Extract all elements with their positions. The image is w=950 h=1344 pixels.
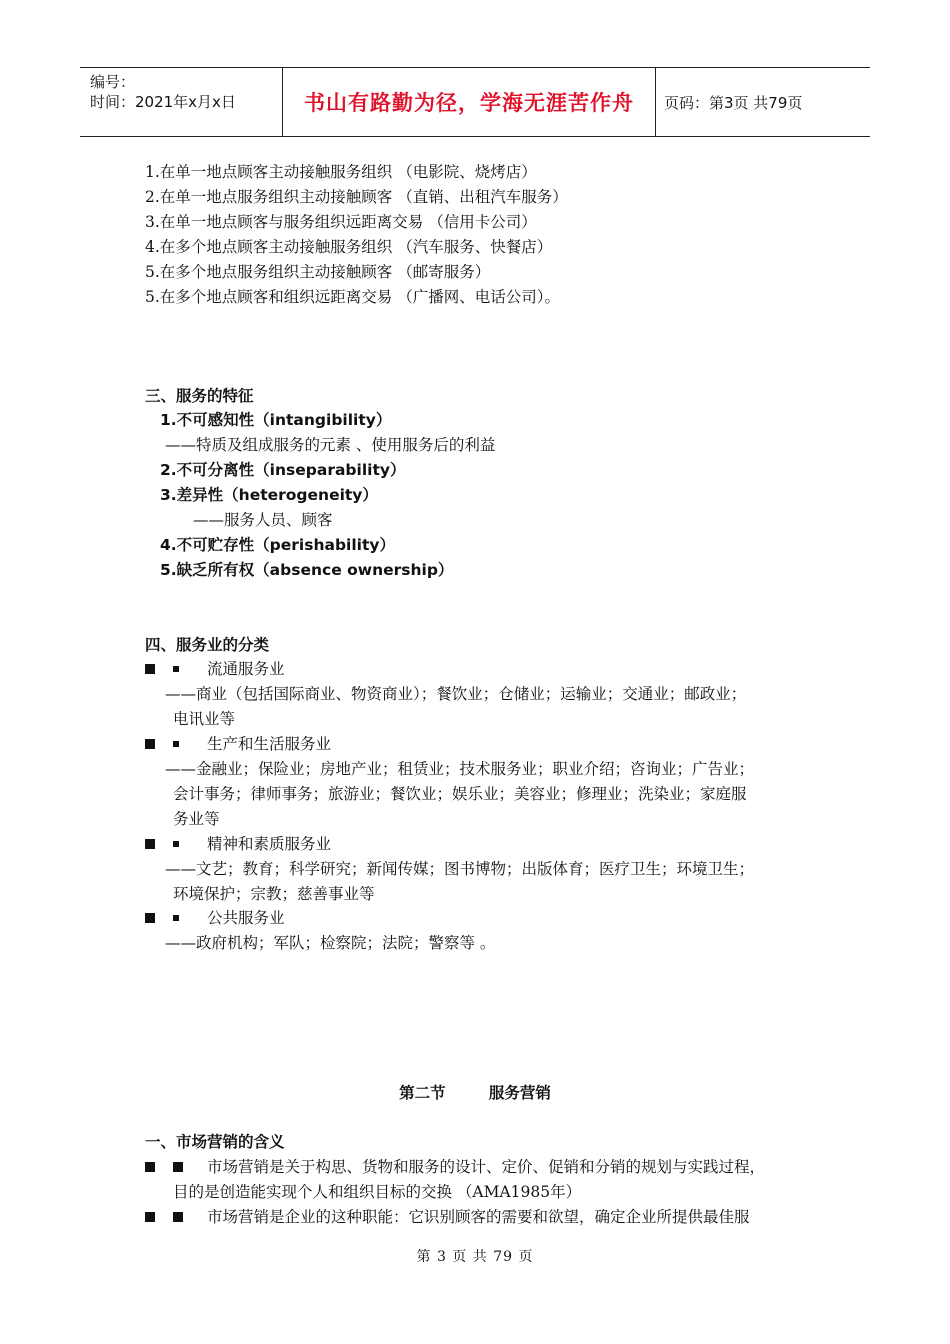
small-square-bullet-icon	[173, 741, 179, 747]
list-item: 3.差异性（heterogeneity）	[160, 486, 378, 504]
square-bullet-icon	[145, 1162, 155, 1172]
square-bullet-icon	[145, 739, 155, 749]
number-label: 编号：	[90, 73, 136, 91]
square-bullet-icon	[145, 1212, 155, 1222]
category-desc: ——商业（包括国际商业、物资商业）；餐饮业；仓储业；运输业；交通业；邮政业；	[165, 685, 747, 703]
category-desc: ——文艺；教育；科学研究；新闻传媒；图书博物；出版体育；医疗卫生；环境卫生；	[165, 860, 755, 878]
category-label: 公共服务业	[207, 909, 285, 927]
square-bullet-icon	[173, 1212, 183, 1222]
time-label: 时间：2021年x月x日	[90, 93, 236, 111]
list-item: 4.不可贮存性（perishability）	[160, 536, 396, 554]
list-item: ——服务人员、顾客	[193, 511, 333, 529]
square-bullet-icon	[145, 664, 155, 674]
section-heading: 四、服务业的分类	[145, 636, 270, 654]
square-bullet-icon	[145, 913, 155, 923]
section-title: 第二节 服务营销	[399, 1084, 551, 1102]
header-info	[90, 72, 236, 112]
small-square-bullet-icon	[173, 666, 179, 672]
header-page-label: 页码：第3页 共79页	[664, 93, 803, 112]
small-square-bullet-icon	[173, 841, 179, 847]
list-item: 2.不可分离性（inseparability）	[160, 461, 406, 479]
list-item: ——特质及组成服务的元素 、使用服务后的利益	[165, 436, 496, 454]
category-desc: 电讯业等	[173, 710, 236, 728]
list-item: 1.在单一地点顾客主动接触服务组织 （电影院、烧烤店）	[145, 163, 537, 181]
square-bullet-icon	[173, 1162, 183, 1172]
definition-text: 市场营销是企业的这种职能：它识别顾客的需要和欲望，确定企业所提供最佳服	[207, 1208, 750, 1226]
list-item: 3.在单一地点顾客与服务组织远距离交易 （信用卡公司）	[145, 213, 537, 231]
category-label: 精神和素质服务业	[207, 835, 332, 853]
small-square-bullet-icon	[173, 915, 179, 921]
list-item: 5.在多个地点顾客和组织远距离交易 （广播网、电话公司）。	[145, 288, 560, 306]
header-divider	[655, 68, 656, 136]
list-item: 1.不可感知性（intangibility）	[160, 411, 392, 429]
list-item: 4.在多个地点顾客主动接触服务组织 （汽车服务、快餐店）	[145, 238, 553, 256]
page-header	[80, 67, 870, 137]
category-desc: 环境保护；宗教；慈善事业等	[173, 885, 375, 903]
list-item: 5.缺乏所有权（absence ownership）	[160, 561, 454, 579]
category-label: 流通服务业	[207, 660, 285, 678]
section-heading: 一、市场营销的含义	[145, 1133, 285, 1151]
category-desc: ——金融业；保险业；房地产业；租赁业；技术服务业；职业介绍；咨询业；广告业；	[165, 760, 755, 778]
definition-text: 市场营销是关于构思、货物和服务的设计、定价、促销和分销的规划与实践过程，	[207, 1158, 766, 1176]
square-bullet-icon	[145, 839, 155, 849]
header-motto: 书山有路勤为径，学海无涯苦作舟	[304, 91, 634, 115]
list-item: 5.在多个地点服务组织主动接触顾客 （邮寄服务）	[145, 263, 491, 281]
list-item: 2.在单一地点服务组织主动接触顾客 （直销、出租汽车服务）	[145, 188, 568, 206]
page-footer: 第 3 页 共 79 页	[416, 1249, 534, 1265]
definition-text: 目的是创造能实现个人和组织目标的交换 （AMA1985年）	[173, 1183, 582, 1201]
category-label: 生产和生活服务业	[207, 735, 332, 753]
category-desc: 会计事务；律师事务；旅游业；餐饮业；娱乐业；美容业；修理业；洗染业；家庭服	[173, 785, 747, 803]
category-desc: 务业等	[173, 810, 220, 828]
section-heading: 三、服务的特征	[145, 387, 254, 405]
category-desc: ——政府机构；军队；检察院；法院；警察等 。	[165, 934, 496, 952]
